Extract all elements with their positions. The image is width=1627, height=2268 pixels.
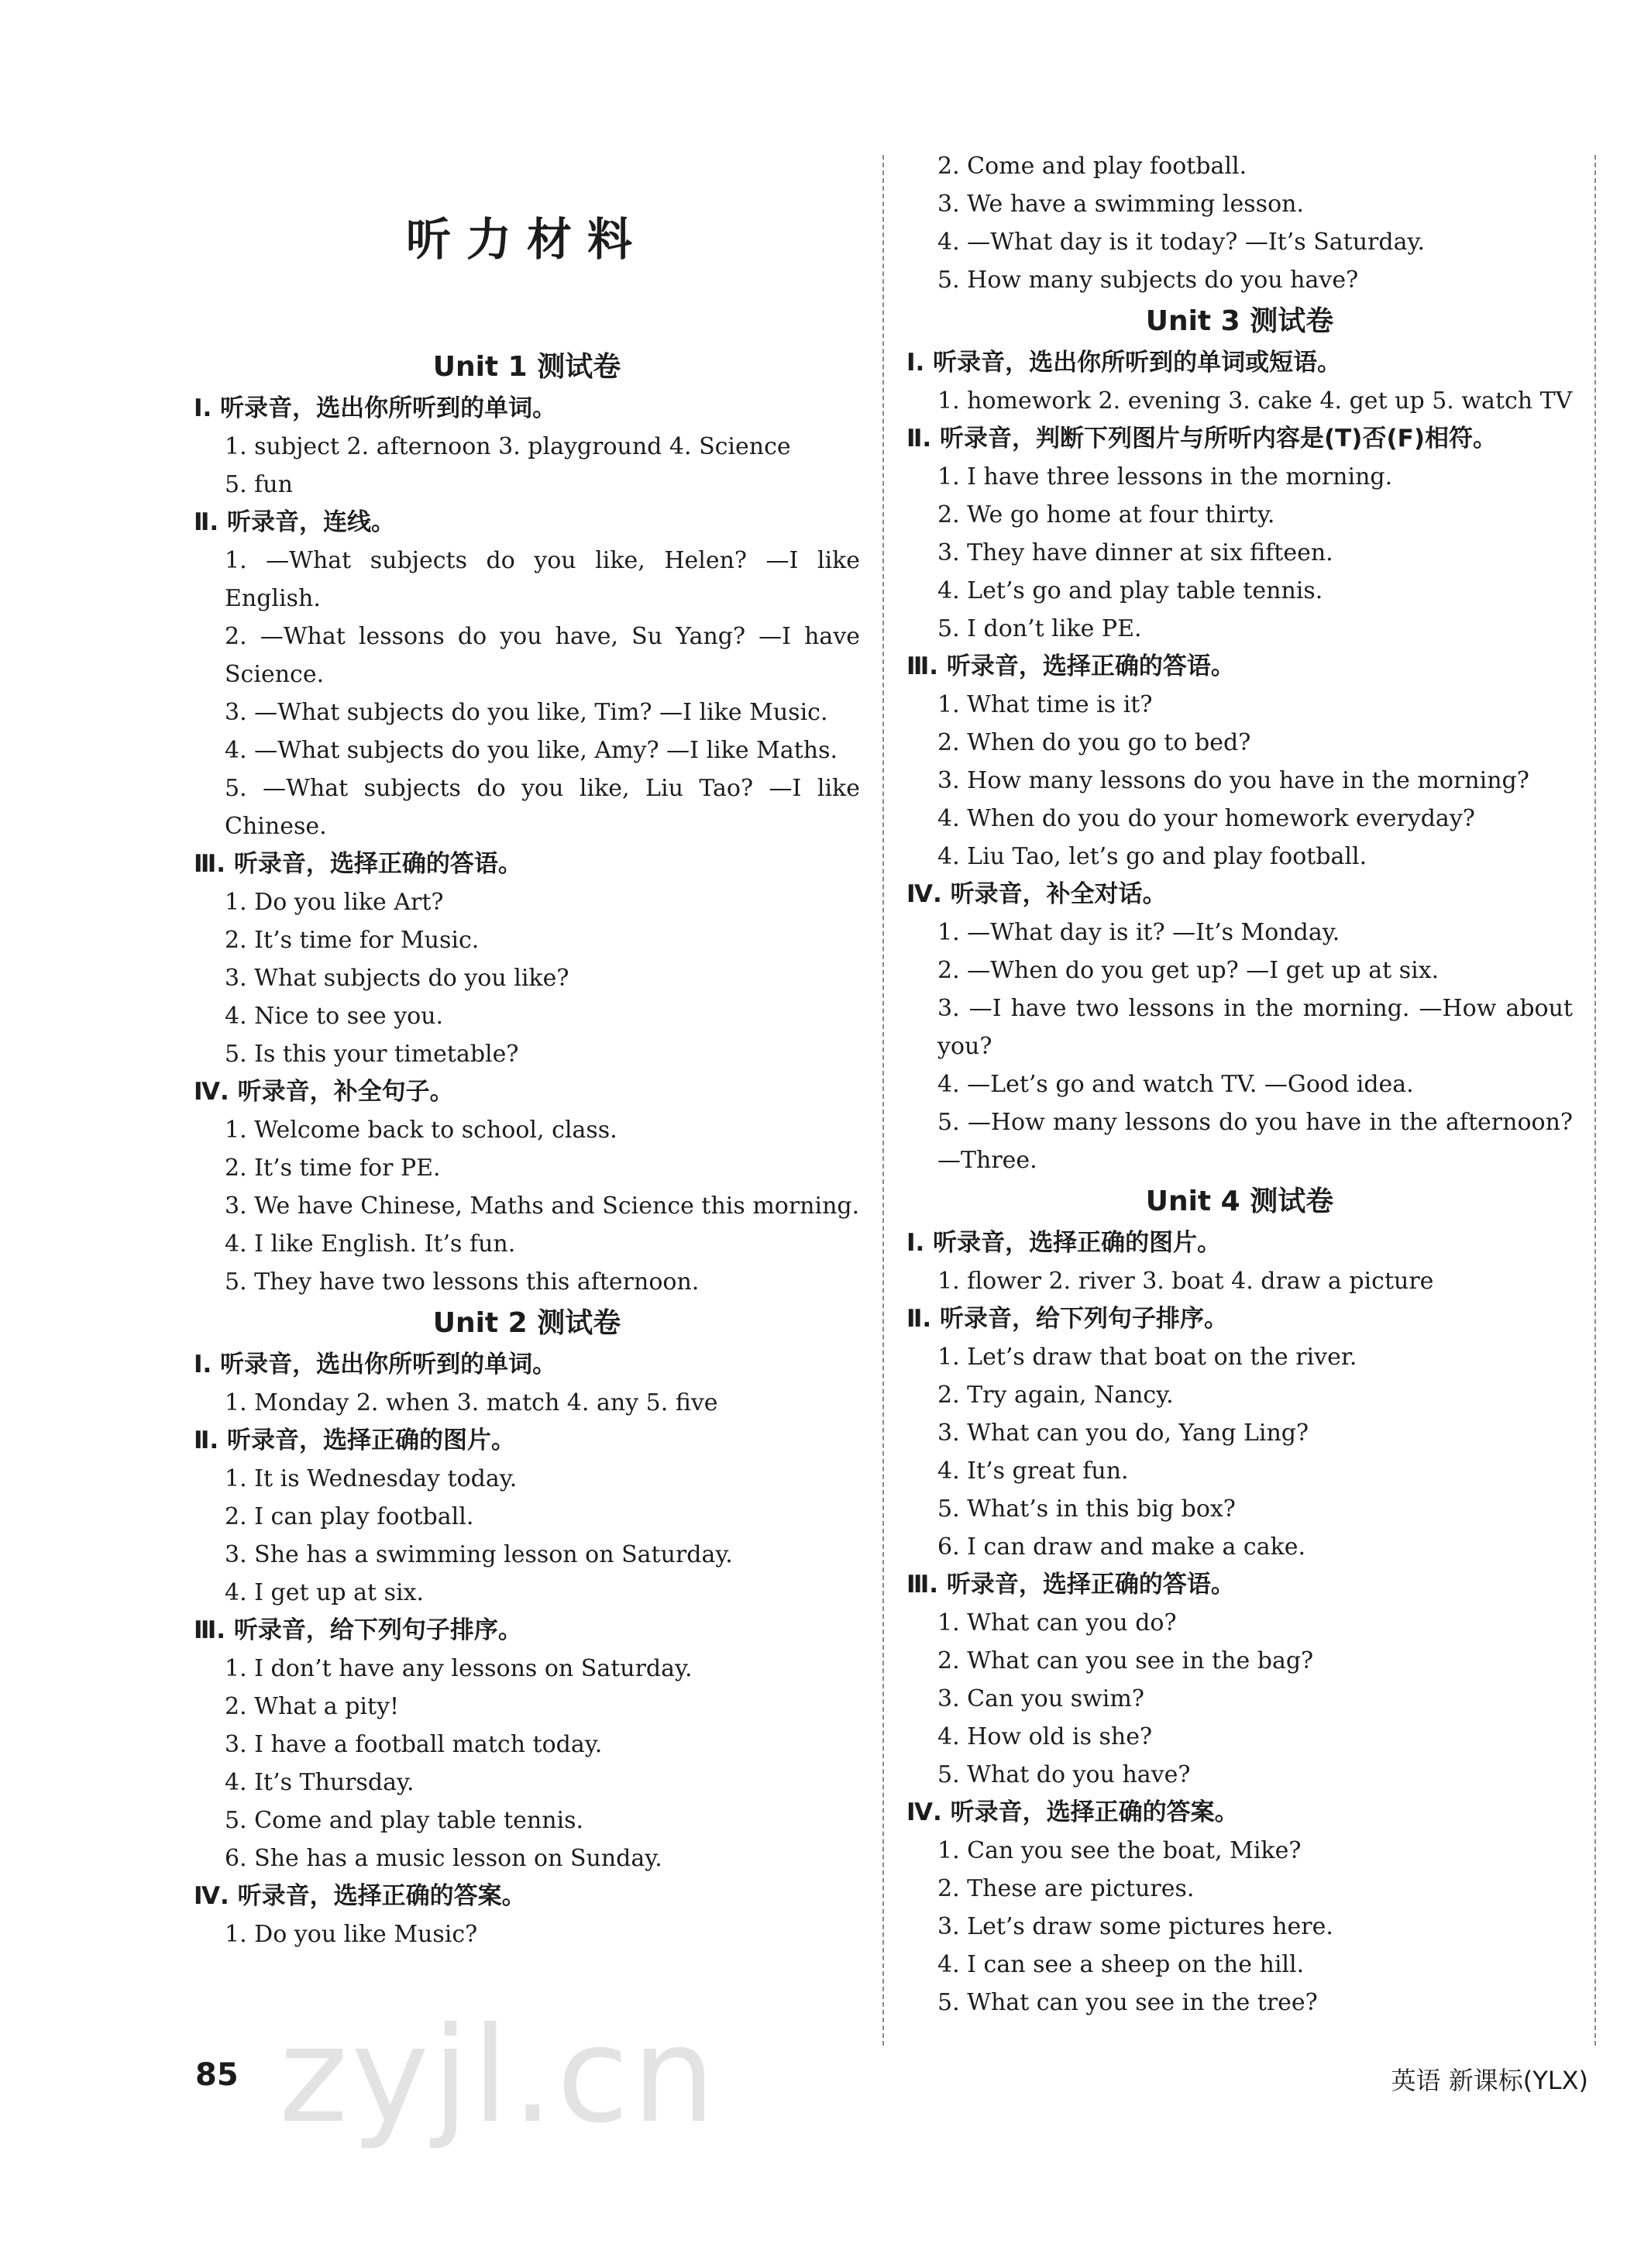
listening-item: 3. What subjects do you like? bbox=[225, 965, 569, 992]
listening-item: 1. Let’s draw that boat on the river. bbox=[937, 1344, 1357, 1371]
section-heading: Ⅲ. 听录音，选择正确的答语。 bbox=[906, 652, 1235, 680]
listening-item: 3. What can you do, Yang Ling? bbox=[937, 1420, 1309, 1447]
listening-item: 2. What a pity! bbox=[225, 1693, 400, 1720]
listening-item: 2. We go home at four thirty. bbox=[937, 501, 1275, 528]
section-heading: Ⅲ. 听录音，选择正确的答语。 bbox=[906, 1571, 1235, 1599]
section-heading: Ⅰ. 听录音，选出你所听到的单词。 bbox=[194, 1351, 557, 1378]
listening-item: 1. Do you like Music? bbox=[225, 1921, 478, 1948]
listening-item: 4. It’s Thursday. bbox=[225, 1769, 414, 1796]
listening-item: 1. I don’t have any lessons on Saturday. bbox=[225, 1655, 693, 1682]
listening-item: 1. It is Wednesday today. bbox=[225, 1465, 518, 1492]
listening-item: 4. When do you do your homework everyday? bbox=[937, 805, 1475, 832]
listening-item: 4. I like English. It’s fun. bbox=[225, 1230, 516, 1258]
listening-item: 4. —Let’s go and watch TV. —Good idea. bbox=[937, 1071, 1414, 1098]
listening-item: 1. What time is it? bbox=[937, 691, 1153, 718]
listening-item: 5. Is this your timetable? bbox=[225, 1041, 519, 1068]
section-heading: Ⅳ. 听录音，补全对话。 bbox=[906, 880, 1167, 908]
listening-item: 5. Come and play table tennis. bbox=[225, 1807, 584, 1834]
listening-item: 3. —What subjects do you like, Tim? —I like Music. bbox=[225, 699, 828, 726]
section-heading: Ⅳ. 听录音，选择正确的答案。 bbox=[906, 1798, 1239, 1826]
listening-item: 4. Nice to see you. bbox=[225, 1003, 444, 1030]
listening-item: 1. What can you do? bbox=[937, 1609, 1177, 1636]
listening-item: 3. —I have two lessons in the morning. —How about you? bbox=[937, 995, 1573, 1060]
listening-item: 2. —What lessons do you have, Su Yang? —I have Science. bbox=[225, 623, 860, 688]
unit-heading: Unit 1 测试卷 bbox=[432, 351, 621, 383]
listening-item: 4. Let’s go and play table tennis. bbox=[937, 577, 1323, 604]
column-divider bbox=[882, 155, 884, 2046]
listening-item: 3. Let’s draw some pictures here. bbox=[937, 1913, 1333, 1940]
listening-item: 3. They have dinner at six fifteen. bbox=[937, 539, 1333, 566]
unit-heading: Unit 3 测试卷 bbox=[1145, 305, 1334, 337]
listening-item: 2. What can you see in the bag? bbox=[937, 1647, 1314, 1674]
listening-item: 2. Try again, Nancy. bbox=[937, 1382, 1174, 1409]
unit-heading: Unit 4 测试卷 bbox=[1145, 1186, 1334, 1217]
listening-item: 3. We have a swimming lesson. bbox=[937, 191, 1304, 218]
listening-item: 4. —What day is it today? —It’s Saturday. bbox=[937, 229, 1425, 256]
listening-item: 4. It’s great fun. bbox=[937, 1458, 1129, 1485]
section-heading: Ⅱ. 听录音，连线。 bbox=[194, 508, 395, 536]
listening-item: 5. —How many lessons do you have in the afternoon? —Three. bbox=[937, 1109, 1573, 1174]
listening-item: 3. She has a swimming lesson on Saturday. bbox=[225, 1541, 733, 1568]
listening-item: 5. They have two lessons this afternoon. bbox=[225, 1268, 700, 1296]
listening-item: 2. —When do you get up? —I get up at six. bbox=[937, 957, 1440, 984]
listening-item: 3. How many lessons do you have in the morning? bbox=[937, 767, 1529, 794]
section-heading: Ⅱ. 听录音，判断下列图片与所听内容是(T)否(F)相符。 bbox=[906, 425, 1497, 453]
listening-item: 6. I can draw and make a cake. bbox=[937, 1533, 1306, 1561]
listening-item: 2. I can play football. bbox=[225, 1503, 474, 1530]
listening-item: 1. homework 2. evening 3. cake 4. get up 5. watch TV bbox=[937, 387, 1573, 415]
section-heading: Ⅰ. 听录音，选出你所听到的单词或短语。 bbox=[906, 349, 1342, 377]
listening-item: 2. Come and play football. bbox=[937, 153, 1247, 180]
page-title: 听力材料 bbox=[405, 213, 648, 266]
listening-item: 3. Can you swim? bbox=[937, 1685, 1144, 1712]
unit-heading: Unit 2 测试卷 bbox=[432, 1307, 621, 1339]
listening-item: 5. What can you see in the tree? bbox=[937, 1989, 1318, 2016]
listening-item: 5. I don’t like PE. bbox=[937, 615, 1142, 642]
listening-item: 5. fun bbox=[225, 471, 293, 498]
listening-item: 4. I get up at six. bbox=[225, 1579, 425, 1606]
left-column bbox=[194, 345, 860, 1953]
listening-item: 6. She has a music lesson on Sunday. bbox=[225, 1845, 662, 1872]
section-heading: Ⅲ. 听录音，选择正确的答语。 bbox=[194, 850, 522, 878]
listening-item: 2. When do you go to bed? bbox=[937, 729, 1251, 756]
listening-item: 5. How many subjects do you have? bbox=[937, 267, 1359, 294]
section-heading: Ⅲ. 听录音，给下列句子排序。 bbox=[194, 1616, 522, 1644]
watermark-logo: zyjl.cn bbox=[279, 1999, 719, 2153]
page-edge-line bbox=[1594, 155, 1596, 2046]
listening-item: 4. How old is she? bbox=[937, 1723, 1153, 1750]
section-heading: Ⅱ. 听录音，给下列句子排序。 bbox=[906, 1305, 1228, 1333]
section-heading: Ⅰ. 听录音，选择正确的图片。 bbox=[906, 1229, 1222, 1257]
listening-item: 1. Welcome back to school, class. bbox=[225, 1117, 617, 1144]
listening-item: 3. We have Chinese, Maths and Science this morning. bbox=[225, 1193, 860, 1220]
listening-item: 4. Liu Tao, let’s go and play football. bbox=[937, 843, 1367, 870]
listening-item: 1. —What subjects do you like, Helen? —I like English. bbox=[225, 547, 860, 612]
right-column bbox=[906, 147, 1573, 2022]
listening-item: 5. —What subjects do you like, Liu Tao? —I like Chinese. bbox=[225, 775, 860, 840]
listening-item: 1. Monday 2. when 3. match 4. any 5. five bbox=[225, 1389, 718, 1416]
listening-item: 1. I have three lessons in the morning. bbox=[937, 463, 1393, 490]
listening-item: 2. It’s time for Music. bbox=[225, 927, 480, 954]
section-heading: Ⅳ. 听录音，补全句子。 bbox=[194, 1078, 454, 1106]
footer-label: 英语 新课标(YLX) bbox=[1391, 2066, 1588, 2095]
listening-item: 1. flower 2. river 3. boat 4. draw a picture bbox=[937, 1268, 1434, 1295]
listening-item: 2. It’s time for PE. bbox=[225, 1155, 441, 1182]
listening-item: 5. What do you have? bbox=[937, 1761, 1191, 1788]
listening-item: 1. —What day is it? —It’s Monday. bbox=[937, 919, 1340, 946]
listening-item: 4. —What subjects do you like, Amy? —I like Maths. bbox=[225, 737, 838, 764]
listening-item: 1. Can you see the boat, Mike? bbox=[937, 1837, 1302, 1864]
listening-item: 2. These are pictures. bbox=[937, 1875, 1195, 1902]
section-heading: Ⅱ. 听录音，选择正确的图片。 bbox=[194, 1427, 515, 1454]
listening-item: 1. subject 2. afternoon 3. playground 4. Science bbox=[225, 433, 791, 460]
listening-item: 1. Do you like Art? bbox=[225, 889, 444, 916]
listening-item: 3. I have a football match today. bbox=[225, 1731, 603, 1758]
section-heading: Ⅰ. 听录音，选出你所听到的单词。 bbox=[194, 394, 557, 422]
page-number: 85 bbox=[195, 2057, 239, 2093]
listening-item: 4. I can see a sheep on the hill. bbox=[937, 1951, 1305, 1978]
section-heading: Ⅳ. 听录音，选择正确的答案。 bbox=[194, 1882, 526, 1910]
listening-item: 5. What’s in this big box? bbox=[937, 1495, 1236, 1523]
